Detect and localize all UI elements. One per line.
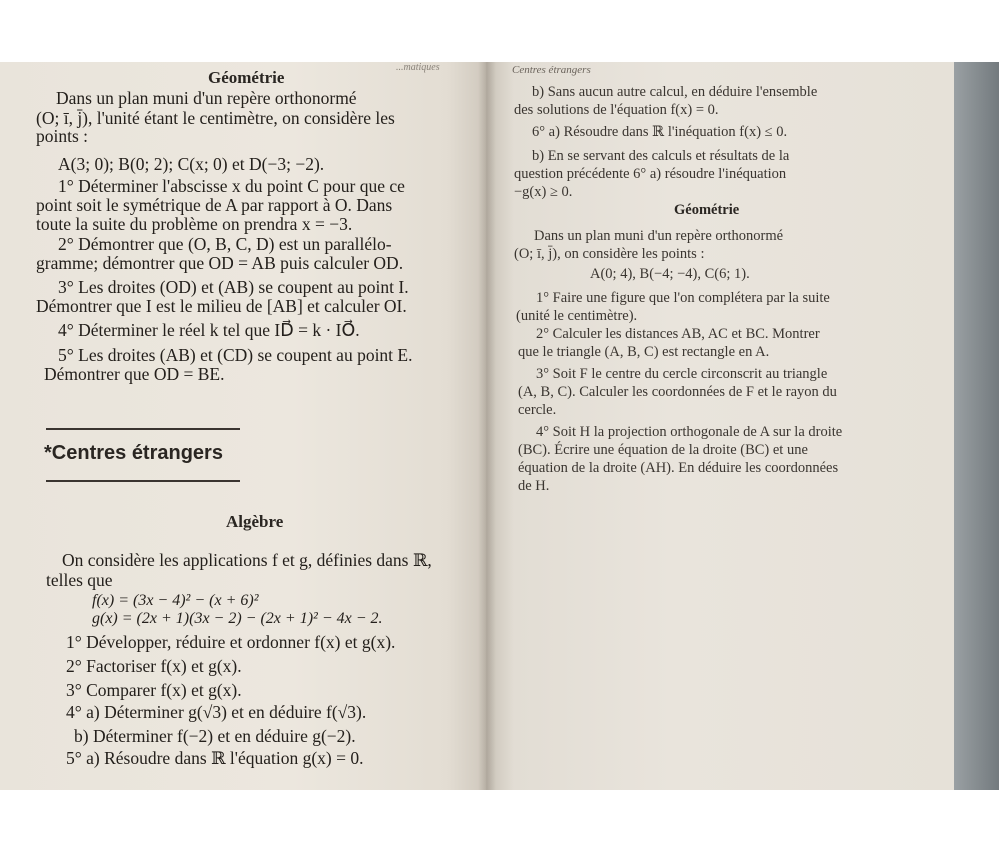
section-rule-bottom (46, 480, 240, 482)
left-geo-line: 3° Les droites (OD) et (AB) se coupent au point I. (58, 277, 409, 297)
algebra-line: 4° a) Déterminer g(√3) et en déduire f(√3). (66, 702, 367, 722)
algebra-line: 5° a) Résoudre dans ℝ l'équation g(x) = 0. (66, 748, 364, 768)
left-geo-line: Démontrer que I est le milieu de [AB] et calculer OI. (36, 296, 407, 316)
background-surface (954, 62, 999, 790)
right-line: b) Sans aucun autre calcul, en déduire l'ensemble (532, 84, 818, 100)
algebra-line: 3° Comparer f(x) et g(x). (66, 680, 242, 700)
left-running-header: ...matiques (396, 62, 440, 73)
algebra-line: telles que (46, 570, 113, 590)
left-geo-line: points : (36, 126, 89, 146)
book-gutter (478, 62, 496, 790)
right-geo-line: 4° Soit H la projection orthogonale de A sur la droite (536, 424, 843, 440)
right-page (486, 62, 954, 790)
left-geo-line: (O; ī, j̄), l'unité étant le centimètre, on considère les (36, 108, 395, 128)
right-geo-line: (BC). Écrire une équation de la droite (BC) et une (518, 442, 808, 458)
right-geo-line: (A, B, C). Calculer les coordonnées de F et le rayon du (518, 384, 837, 400)
right-line: 6° a) Résoudre dans ℝ l'inéquation f(x) ≤ 0. (532, 124, 788, 140)
right-line: question précédente 6° a) résoudre l'inéquation (514, 166, 787, 182)
left-geo-line: A(3; 0); B(0; 2); C(x; 0) et D(−3; −2). (58, 154, 325, 174)
left-geo-line: 4° Déterminer le réel k tel que ID⃗ = k · IO⃗. (58, 320, 360, 340)
left-geo-line: 5° Les droites (AB) et (CD) se coupent au point E. (58, 345, 413, 365)
left-geo-line: 2° Démontrer que (O, B, C, D) est un parallélo- (58, 234, 392, 254)
right-geo-line: A(0; 4), B(−4; −4), C(6; 1). (590, 266, 750, 282)
left-geo-line: point soit le symétrique de A par rapport à O. Dans (36, 195, 393, 215)
algebra-formula-f: f(x) = (3x − 4)² − (x + 6)² (92, 592, 259, 609)
left-geo-line: 1° Déterminer l'abscisse x du point C pour que ce (58, 176, 405, 196)
section-title-centres-etrangers: *Centres étrangers (44, 442, 223, 464)
right-geo-line: Dans un plan muni d'un repère orthonormé (534, 228, 784, 244)
left-geo-line: gramme; démontrer que OD = AB puis calculer OD. (36, 253, 404, 273)
right-geo-line: 3° Soit F le centre du cercle circonscrit au triangle (536, 366, 828, 382)
right-geo-line: 2° Calculer les distances AB, AC et BC. Montrer (536, 326, 820, 342)
section-rule-top (46, 428, 240, 430)
left-page (0, 62, 486, 790)
right-geo-line: de H. (518, 478, 550, 494)
algebra-line: b) Déterminer f(−2) et en déduire g(−2). (74, 726, 356, 746)
algebra-title: Algèbre (226, 512, 284, 531)
right-line: des solutions de l'équation f(x) = 0. (514, 102, 719, 118)
algebra-formula-g: g(x) = (2x + 1)(3x − 2) − (2x + 1)² − 4x − 2. (92, 610, 383, 627)
right-geo-line: (O; ī, j̄), on considère les points : (514, 246, 705, 262)
right-geo-line: équation de la droite (AH). En déduire les coordonnées (518, 460, 839, 476)
book-photo (0, 62, 999, 790)
right-geo-line: (unité le centimètre). (516, 308, 638, 324)
algebra-line: 2° Factoriser f(x) et g(x). (66, 656, 242, 676)
left-geo-line: Démontrer que OD = BE. (44, 364, 225, 384)
algebra-line: On considère les applications f et g, définies dans ℝ, (62, 550, 432, 570)
right-geo-line: 1° Faire une figure que l'on complétera par la suite (536, 290, 830, 306)
left-geo-line: Dans un plan muni d'un repère orthonormé (56, 88, 357, 108)
right-line: b) En se servant des calculs et résultats de la (532, 148, 790, 164)
left-geometry-title: Géométrie (208, 68, 285, 87)
algebra-line: 1° Développer, réduire et ordonner f(x) et g(x). (66, 632, 396, 652)
right-line: −g(x) ≥ 0. (514, 184, 573, 200)
right-running-header: Centres étrangers (512, 64, 591, 76)
right-geo-line: que le triangle (A, B, C) est rectangle en A. (518, 344, 770, 360)
right-geo-line: cercle. (518, 402, 557, 418)
left-geo-line: toute la suite du problème on prendra x = −3. (36, 214, 353, 234)
right-geometry-title: Géométrie (674, 202, 740, 218)
